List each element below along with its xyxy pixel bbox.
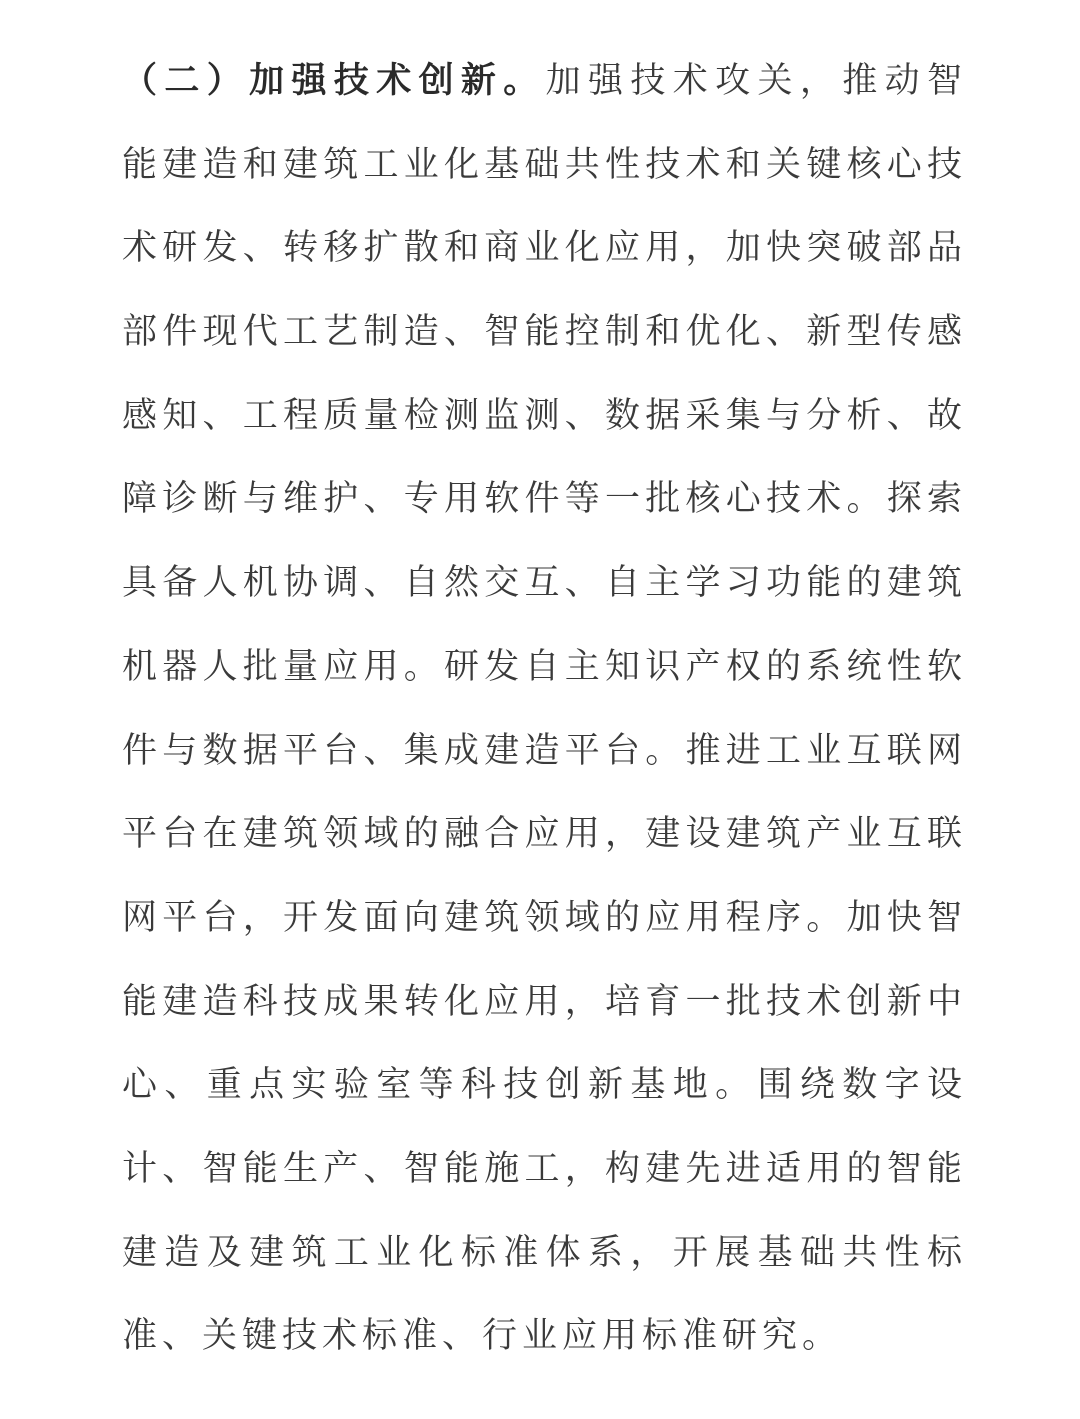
paragraph-line: 心、重点实验室等科技创新基地。围绕数字设 <box>122 1065 962 1106</box>
paragraph-line: 术研发、转移扩散和商业化应用，加快突破部品 <box>122 228 962 269</box>
paragraph-line: 能建造科技成果转化应用，培育一批技术创新中 <box>122 981 962 1022</box>
paragraph-line-1 <box>122 40 962 124</box>
paragraph-line: 网平台，开发面向建筑领域的应用程序。加快智 <box>122 897 962 938</box>
paragraph-line: 能建造和建筑工业化基础共性技术和关键核心技 <box>122 144 962 185</box>
paragraph-line: 平台在建筑领域的融合应用，建设建筑产业互联 <box>122 814 962 855</box>
paragraph-line-last: 准、关键技术标准、行业应用标准研究。 <box>122 1316 843 1357</box>
paragraph-line-1-text: 加强技术攻关，推动智 <box>545 61 962 101</box>
paragraph-line: 计、智能生产、智能施工，构建先进适用的智能 <box>122 1148 962 1189</box>
paragraph-line: 件与数据平台、集成建造平台。推进工业互联网 <box>122 730 962 771</box>
paragraph-line: 部件现代工艺制造、智能控制和优化、新型传感 <box>122 312 962 353</box>
paragraph-technical-innovation <box>122 40 962 1379</box>
paragraph-line: 感知、工程质量检测监测、数据采集与分析、故 <box>122 395 962 436</box>
section-heading: （二）加强技术创新。 <box>122 61 546 101</box>
paragraph-line: 机器人批量应用。研发自主知识产权的系统性软 <box>122 646 962 687</box>
paragraph-line: 障诊断与维护、专用软件等一批核心技术。探索 <box>122 479 962 520</box>
paragraph-line: 具备人机协调、自然交互、自主学习功能的建筑 <box>122 563 962 604</box>
paragraph-line: 建造及建筑工业化标准体系，开展基础共性标 <box>122 1232 962 1273</box>
